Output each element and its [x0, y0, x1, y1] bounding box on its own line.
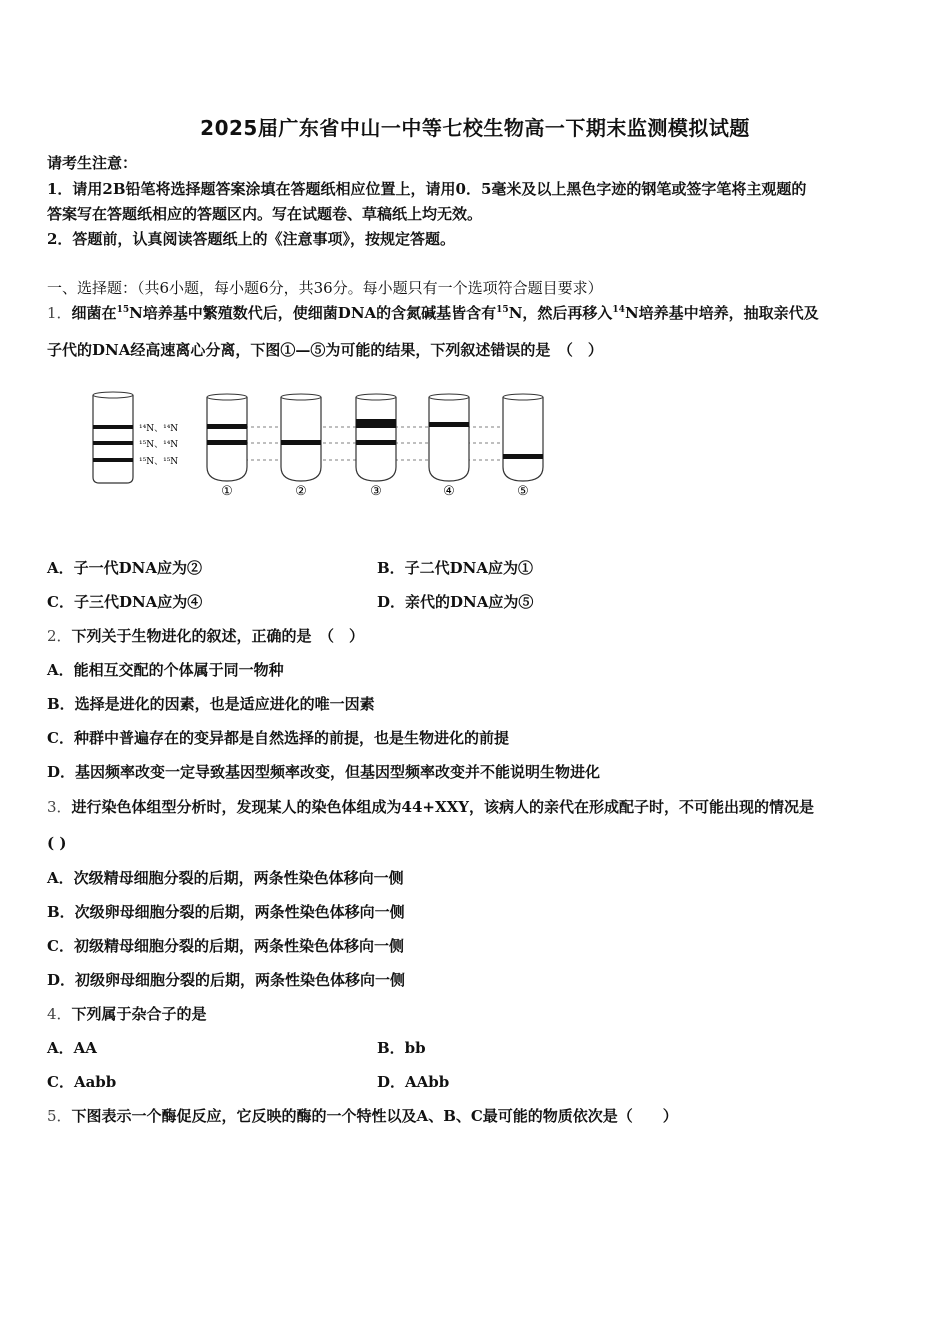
- tube-label-4: ④: [443, 484, 455, 499]
- q2-option-a[interactable]: A．能相互交配的个体属于同一物种: [47, 661, 284, 679]
- q3-option-a[interactable]: A．次级精母细胞分裂的后期，两条性染色体移向一侧: [47, 869, 404, 887]
- notice-item-2: 2．答题前，认真阅读答题纸上的《注意事项》，按规定答题。: [47, 230, 455, 248]
- question-4-stem: 4．下列属于杂合子的是: [47, 1005, 207, 1023]
- section-heading: 一、选择题：（共6小题，每小题6分，共36分。每小题只有一个选项符合题目要求）: [47, 279, 603, 297]
- tube-4: [429, 394, 469, 499]
- q1-option-d[interactable]: D．亲代的DNA应为⑤: [377, 593, 534, 611]
- q4-option-c[interactable]: C．Aabb: [47, 1073, 117, 1091]
- dna-centrifuge-figure: [85, 385, 555, 509]
- band-15n-14n: [93, 441, 133, 445]
- tube-label-1: ①: [221, 484, 233, 499]
- q3-option-d[interactable]: D．初级卵母细胞分裂的后期，两条性染色体移向一侧: [47, 971, 406, 989]
- q4-option-d[interactable]: D．AAbb: [377, 1073, 450, 1091]
- q1-option-a[interactable]: A．子一代DNA应为②: [47, 559, 202, 577]
- band-15n-15n: [93, 458, 133, 462]
- q1-option-b[interactable]: B．子二代DNA应为①: [377, 559, 534, 577]
- tube-2: [281, 394, 321, 499]
- q3-option-b[interactable]: B．次级卵母细胞分裂的后期，两条性染色体移向一侧: [47, 903, 405, 921]
- notice-heading: 请考生注意：: [47, 154, 138, 172]
- q1-option-c[interactable]: C．子三代DNA应为④: [47, 593, 203, 611]
- q4-option-b[interactable]: B．bb: [377, 1039, 426, 1057]
- question-number: 2．: [47, 627, 72, 645]
- tube-1: [207, 394, 247, 499]
- band-label-1: ¹⁴N、¹⁴N: [139, 424, 179, 434]
- tube-label-2: ②: [295, 484, 307, 499]
- q3-option-c[interactable]: C．初级精母细胞分裂的后期，两条性染色体移向一侧: [47, 937, 404, 955]
- question-number: 3．: [47, 798, 72, 816]
- tube-5: [503, 394, 543, 499]
- question-1-line-2: 子代的DNA经高速离心分离，下图①—⑤为可能的结果，下列叙述错误的是 （ ）: [47, 341, 603, 359]
- notice-item-1-line-1: 1．请用2B铅笔将选择题答案涂填在答题纸相应位置上，请用0．5毫米及以上黑色字迹的钢笔或签字笔将主观题的: [47, 180, 807, 198]
- question-3-paren: ( ): [47, 834, 67, 852]
- tube-3: [356, 394, 396, 499]
- question-3-stem: 3．进行染色体组型分析时，发现某人的染色体组成为44+XXY，该病人的亲代在形成配子时，不可能出现的情况是: [47, 798, 814, 816]
- q2-option-d[interactable]: D．基因频率改变一定导致基因型频率改变，但基因型频率改变并不能说明生物进化: [47, 763, 601, 781]
- tube-label-5: ⑤: [517, 484, 529, 499]
- reference-tube: [93, 395, 133, 483]
- question-1-line-1: 1．细菌在$^{15}$N培养基中繁殖数代后，使细菌DNA的含氮碱基皆含有$^{15}$N，然后再移入$^{14}$N培养基中培养，抽取亲代及: [47, 304, 819, 322]
- q2-option-c[interactable]: C．种群中普遍存在的变异都是自然选择的前提，也是生物进化的前提: [47, 729, 509, 747]
- band-label-3: ¹⁵N、¹⁵N: [139, 457, 179, 467]
- exam-title: 2025届广东省中山一中等七校生物高一下期末监测模拟试题: [200, 116, 750, 140]
- question-number: 4．: [47, 1005, 72, 1023]
- question-2-stem: 2．下列关于生物进化的叙述，正确的是 （ ）: [47, 627, 365, 645]
- tube-label-3: ③: [370, 484, 382, 499]
- question-number: 1．: [47, 304, 72, 322]
- question-5-stem: 5．下图表示一个酶促反应，它反映的酶的一个特性以及A、B、C最可能的物质依次是（ ）: [47, 1107, 678, 1125]
- q4-option-a[interactable]: A．AA: [47, 1039, 97, 1057]
- band-label-2: ¹⁵N、¹⁴N: [139, 440, 179, 450]
- q2-option-b[interactable]: B．选择是进化的因素，也是适应进化的唯一因素: [47, 695, 375, 713]
- question-number: 5．: [47, 1107, 72, 1125]
- notice-item-1-line-2: 答案写在答题纸相应的答题区内。写在试题卷、草稿纸上均无效。: [47, 205, 483, 223]
- band-14n-14n: [93, 425, 133, 429]
- centrifuge-tubes-diagram: [85, 385, 555, 505]
